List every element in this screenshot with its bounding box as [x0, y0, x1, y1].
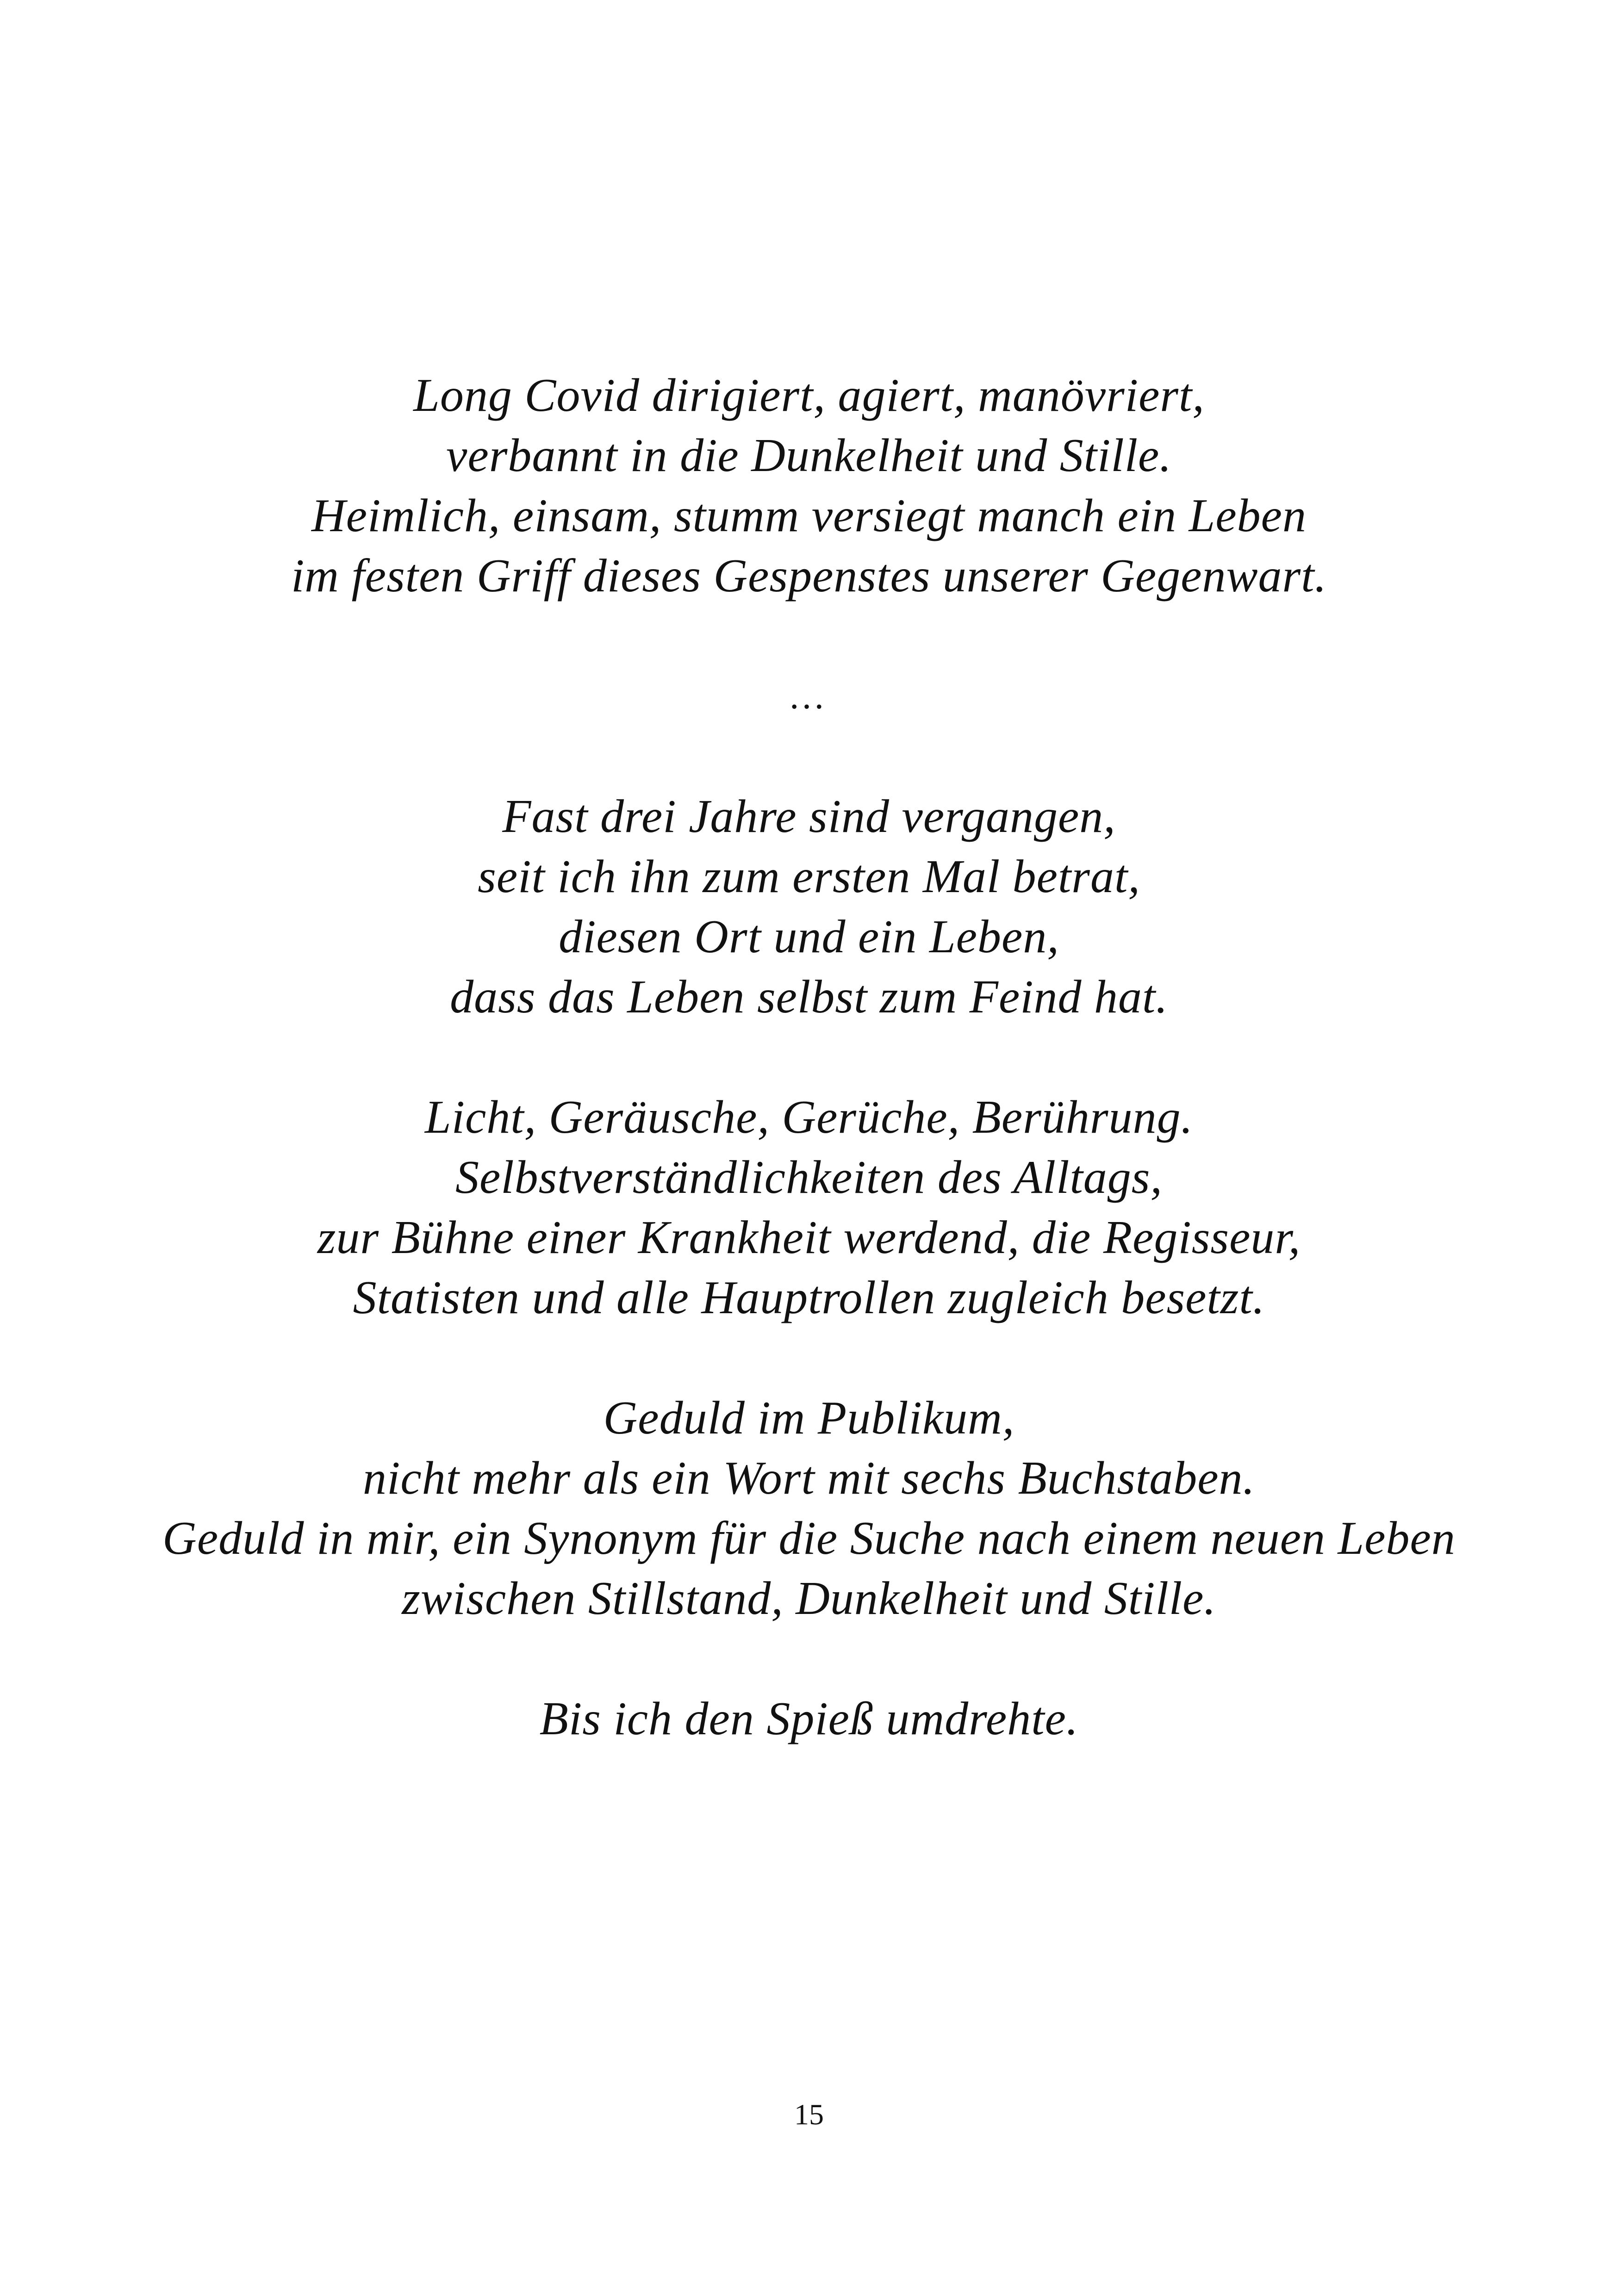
- poem-line: Selbstverständlichkeiten des Alltags,: [455, 1151, 1163, 1204]
- poem-line: Licht, Geräusche, Gerüche, Berührung.: [424, 1091, 1194, 1143]
- poem-line: zwischen Stillstand, Dunkelheit und Stille.: [402, 1572, 1216, 1625]
- stanza-separator: [0, 666, 1618, 726]
- poem-line: zur Bühne einer Krankheit werdend, die Regisseur,: [317, 1211, 1301, 1264]
- poem-line: verbannt in die Dunkelheit und Stille.: [446, 429, 1172, 482]
- stanza-5: [0, 1689, 1618, 1749]
- poem-line: Geduld im Publikum,: [603, 1392, 1015, 1444]
- poem-line: nicht mehr als ein Wort mit sechs Buchstaben.: [362, 1452, 1255, 1504]
- page-number: 15: [794, 2098, 824, 2131]
- poem-line: Heimlich, einsam, stumm versiegt manch ein Leben: [311, 490, 1307, 542]
- stanza-2: [0, 787, 1618, 1027]
- poem-line: Bis ich den Spieß umdrehte.: [539, 1693, 1079, 1745]
- stanza-3: [0, 1087, 1618, 1328]
- stanza-1: [0, 366, 1618, 606]
- ellipsis-separator: …: [788, 676, 830, 717]
- poem-line: diesen Ort und ein Leben,: [559, 911, 1059, 963]
- poem-line: Fast drei Jahre sind vergangen,: [502, 790, 1116, 843]
- stanza-4: [0, 1388, 1618, 1629]
- poem-line: seit ich ihn zum ersten Mal betrat,: [478, 850, 1140, 903]
- poem-line: dass das Leben selbst zum Feind hat.: [450, 971, 1168, 1023]
- poem: [0, 366, 1618, 1749]
- poem-line: Geduld in mir, ein Synonym für die Suche nach einem neuen Leben: [162, 1512, 1456, 1564]
- poem-line: im festen Griff dieses Gespenstes unserer Gegenwart.: [291, 550, 1327, 602]
- poem-line: Long Covid dirigiert, agiert, manövriert,: [413, 369, 1205, 422]
- poem-line: Statisten und alle Hauptrollen zugleich besetzt.: [353, 1272, 1265, 1324]
